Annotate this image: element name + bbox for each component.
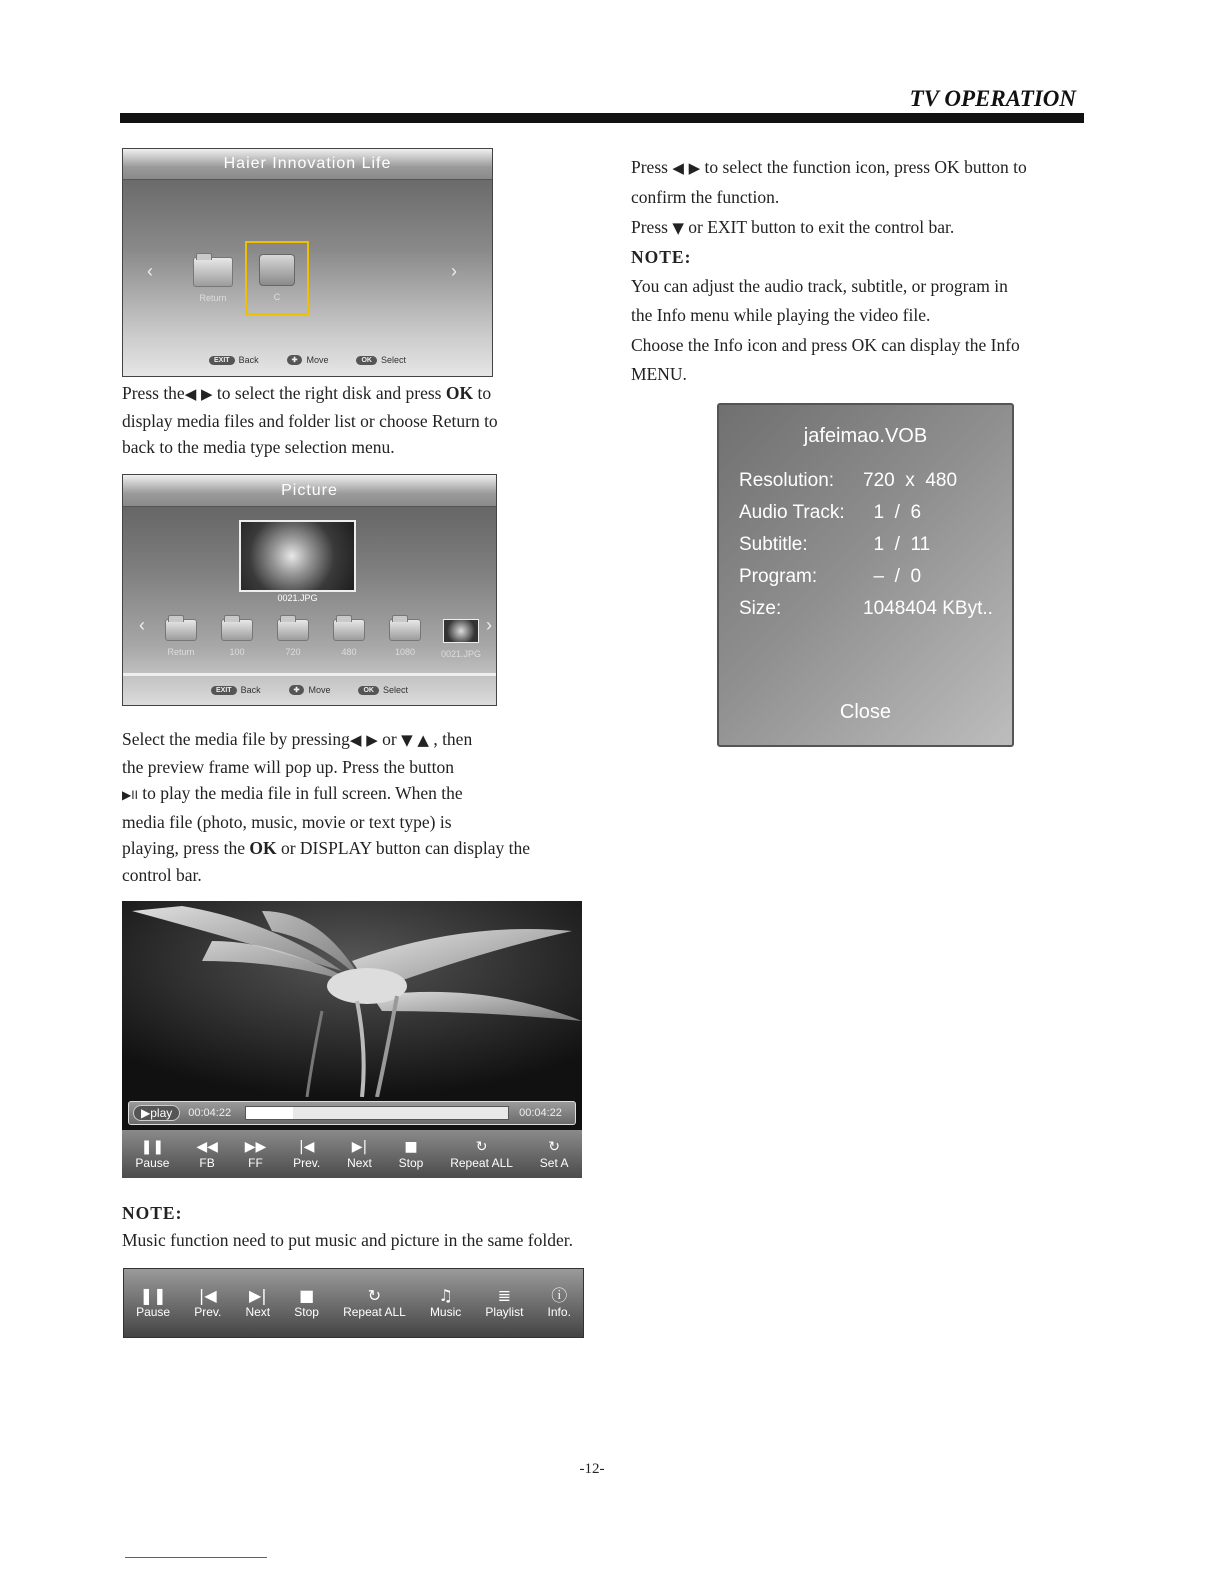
prev-icon: |◀ bbox=[198, 1286, 217, 1305]
control-label: Stop bbox=[294, 1305, 319, 1319]
hint-back bbox=[209, 355, 259, 365]
pause-icon: ❚❚ bbox=[139, 1286, 167, 1305]
ok-key-icon: OK bbox=[358, 686, 379, 695]
info-value: – / 0 bbox=[863, 566, 922, 587]
info-label: Program: bbox=[739, 566, 818, 587]
info-value: 1 / 11 bbox=[863, 534, 931, 555]
disk-item-c[interactable] bbox=[245, 241, 309, 315]
note-text: Music function need to put music and picture in the same folder. bbox=[122, 1229, 574, 1250]
file-item-image[interactable] bbox=[433, 619, 489, 659]
ff-icon: ▶▶ bbox=[244, 1139, 267, 1155]
file-label: 480 bbox=[341, 647, 357, 657]
text: Select the media file by pressing bbox=[122, 729, 350, 749]
control-label: FB bbox=[199, 1156, 215, 1170]
picture-nav-right-icon[interactable]: › bbox=[486, 615, 492, 635]
hint-select bbox=[358, 685, 408, 695]
text: Press bbox=[631, 157, 668, 177]
close-button[interactable]: Close bbox=[839, 701, 892, 723]
hint-label: Back bbox=[240, 685, 261, 695]
return-folder-icon bbox=[193, 257, 233, 287]
right-column-text bbox=[631, 153, 1111, 389]
file-label: 1080 bbox=[394, 647, 416, 657]
ok-text: OK bbox=[445, 383, 474, 403]
file-item-folder[interactable] bbox=[209, 619, 265, 659]
repeat-all-icon: ↻ bbox=[475, 1139, 488, 1155]
info-label: Subtitle: bbox=[739, 534, 808, 555]
note-title: NOTE: bbox=[122, 1203, 183, 1223]
preview-frame bbox=[239, 520, 356, 592]
music-note bbox=[122, 1200, 682, 1253]
folder-icon bbox=[221, 619, 253, 641]
picture-nav-left-icon[interactable]: ‹ bbox=[139, 615, 145, 635]
playlist-icon: ≣ bbox=[497, 1286, 512, 1305]
left-right-arrow-icon: ◀ ▶ bbox=[349, 731, 378, 749]
folder-icon bbox=[389, 619, 421, 641]
music-control-bar bbox=[123, 1268, 584, 1338]
text: or bbox=[382, 729, 397, 749]
file-label: Return bbox=[167, 647, 195, 657]
move-key-icon: ✚ bbox=[289, 685, 305, 695]
ok-key-icon: OK bbox=[356, 356, 377, 365]
music-icon: ♫ bbox=[438, 1286, 453, 1305]
info-row bbox=[739, 561, 1009, 593]
control-label: Prev. bbox=[194, 1305, 222, 1319]
playback-status-bar bbox=[128, 1101, 576, 1125]
control-label: Next bbox=[347, 1156, 372, 1170]
file-label: 720 bbox=[285, 647, 301, 657]
disk-item-label: Return bbox=[199, 293, 227, 303]
info-value: 1048404 KByt.. bbox=[863, 598, 993, 619]
picture-hint-divider bbox=[123, 673, 496, 676]
text: back to the media type selection menu. bbox=[122, 437, 395, 457]
prev-icon: |◀ bbox=[298, 1139, 315, 1155]
text: media file (photo, music, movie or text type) is bbox=[122, 811, 452, 832]
stop-icon: ■ bbox=[404, 1139, 418, 1155]
control-fb-button[interactable] bbox=[196, 1138, 218, 1170]
file-item-return[interactable] bbox=[153, 619, 209, 659]
disk-drive-icon bbox=[259, 254, 295, 286]
progress-fill bbox=[246, 1107, 293, 1119]
info-value: 720 x 480 bbox=[863, 470, 958, 491]
hint-label: Select bbox=[382, 685, 408, 695]
folder-icon bbox=[333, 619, 365, 641]
control-next-button[interactable] bbox=[245, 1287, 270, 1319]
control-music-button[interactable] bbox=[430, 1287, 461, 1319]
text: Choose the Info icon and press OK can display the Info bbox=[631, 334, 1020, 355]
disk-select-screen bbox=[122, 148, 493, 377]
elapsed-time: 00:04:22 bbox=[188, 1107, 232, 1119]
text: Press the bbox=[122, 383, 185, 403]
ok-text: OK bbox=[249, 838, 277, 858]
info-label: Resolution: bbox=[739, 470, 835, 491]
image-thumbnail-icon bbox=[443, 619, 479, 643]
info-label: Size: bbox=[739, 598, 782, 619]
info-filename: jafeimao.VOB bbox=[803, 425, 928, 447]
file-item-folder[interactable] bbox=[377, 619, 433, 659]
control-label: Info. bbox=[547, 1305, 571, 1319]
exit-key-icon: EXIT bbox=[211, 686, 237, 695]
info-value: 1 / 6 bbox=[863, 502, 922, 523]
text: to select the function icon, press OK button to bbox=[704, 157, 1027, 177]
exit-key-icon: EXIT bbox=[209, 356, 235, 365]
hint-label: Move bbox=[308, 685, 331, 695]
disk-screen-title: Haier Innovation Life bbox=[123, 149, 492, 180]
text: or EXIT button to exit the control bar. bbox=[688, 216, 955, 237]
control-label: Set A bbox=[539, 1156, 569, 1170]
set-a-icon: ↻ bbox=[548, 1139, 560, 1155]
text: or DISPLAY button can display the bbox=[280, 838, 530, 858]
control-repeat-all-button[interactable] bbox=[450, 1138, 513, 1170]
text: confirm the function. bbox=[631, 187, 780, 208]
info-row bbox=[739, 593, 1009, 625]
left-right-arrow-icon: ◀ ▶ bbox=[672, 159, 701, 177]
folder-icon bbox=[277, 619, 309, 641]
hint-move bbox=[289, 685, 331, 695]
disk-nav-left-icon[interactable]: ‹ bbox=[147, 261, 153, 281]
info-row bbox=[739, 497, 1009, 529]
flower-photo bbox=[122, 901, 582, 1097]
text: display media files and folder list or choose Return to bbox=[122, 410, 498, 431]
control-playlist-button[interactable] bbox=[485, 1287, 523, 1319]
disk-item-label: C bbox=[273, 292, 281, 302]
control-prev-button[interactable] bbox=[194, 1287, 221, 1319]
control-label: Stop bbox=[398, 1156, 424, 1170]
picture-hint-bar bbox=[123, 685, 496, 695]
play-status-badge: ▶play bbox=[133, 1105, 180, 1121]
repeat-all-icon: ↻ bbox=[367, 1286, 382, 1305]
control-label: FF bbox=[248, 1156, 263, 1170]
pause-icon: ❚❚ bbox=[140, 1139, 165, 1155]
play-pause-icon: ▶II bbox=[122, 788, 138, 802]
control-label: Playlist bbox=[485, 1305, 524, 1319]
next-icon: ▶| bbox=[248, 1286, 267, 1305]
player-screen bbox=[122, 901, 582, 1178]
control-label: Pause bbox=[136, 1305, 171, 1319]
hint-label: Select bbox=[380, 355, 406, 365]
player-control-bar bbox=[122, 1130, 582, 1178]
down-up-arrow-icon: ▼ ▲ bbox=[401, 731, 429, 749]
control-next-button[interactable] bbox=[347, 1138, 372, 1170]
text: the Info menu while playing the video file. bbox=[631, 305, 931, 326]
stop-icon: ■ bbox=[299, 1286, 315, 1305]
text: You can adjust the audio track, subtitle, or program in bbox=[631, 276, 1008, 297]
control-stop-button[interactable] bbox=[399, 1138, 424, 1170]
disk-nav-right-icon[interactable]: › bbox=[451, 261, 457, 281]
disk-item-return[interactable] bbox=[185, 257, 241, 303]
control-label: Repeat ALL bbox=[343, 1305, 406, 1319]
control-set-a-button[interactable] bbox=[540, 1138, 569, 1170]
picture-file-list bbox=[153, 619, 489, 659]
fb-icon: ◀◀ bbox=[196, 1139, 218, 1155]
text: to select the right disk and press bbox=[216, 383, 442, 403]
info-icon: ⓘ bbox=[551, 1286, 568, 1305]
info-row bbox=[739, 529, 1009, 561]
text: MENU. bbox=[631, 364, 687, 385]
disk-instructions bbox=[122, 380, 602, 461]
info-row bbox=[739, 465, 1009, 497]
file-label: 0021.JPG bbox=[440, 649, 482, 659]
page-number: -12- bbox=[579, 1461, 605, 1477]
file-item-folder[interactable] bbox=[321, 619, 377, 659]
control-pause-button[interactable] bbox=[135, 1138, 169, 1170]
header-rule bbox=[120, 113, 1084, 123]
disk-hint-bar bbox=[123, 355, 492, 365]
hint-label: Back bbox=[238, 355, 259, 365]
total-time: 00:04:22 bbox=[519, 1107, 562, 1119]
page-header-title: TV OPERATION bbox=[909, 86, 1076, 111]
picture-browser-screen bbox=[122, 474, 497, 706]
hint-label: Move bbox=[306, 355, 329, 365]
move-key-icon: ✚ bbox=[287, 355, 303, 365]
file-label: 100 bbox=[229, 647, 245, 657]
text: to play the media file in full screen. When the bbox=[142, 783, 463, 803]
control-label: Repeat ALL bbox=[450, 1156, 513, 1170]
info-dialog bbox=[717, 403, 1014, 747]
note-title: NOTE: bbox=[631, 246, 692, 267]
return-folder-icon bbox=[165, 619, 197, 641]
control-label: Pause bbox=[135, 1156, 170, 1170]
control-stop-button[interactable] bbox=[294, 1287, 319, 1319]
text: , then bbox=[433, 729, 473, 749]
text: control bar. bbox=[122, 864, 202, 885]
control-label: Prev. bbox=[293, 1156, 321, 1170]
info-label: Audio Track: bbox=[739, 502, 845, 523]
control-label: Music bbox=[429, 1305, 462, 1319]
text: the preview frame will pop up. Press the button bbox=[122, 756, 454, 777]
control-prev-button[interactable] bbox=[293, 1138, 320, 1170]
info-rows bbox=[739, 465, 1009, 625]
file-item-folder[interactable] bbox=[265, 619, 321, 659]
text: to bbox=[477, 383, 492, 403]
left-right-arrow-icon: ◀ ▶ bbox=[184, 385, 213, 403]
picture-screen-title: Picture bbox=[123, 475, 496, 507]
control-pause-button[interactable] bbox=[136, 1287, 170, 1319]
next-icon: ▶| bbox=[351, 1139, 368, 1155]
progress-track[interactable] bbox=[245, 1106, 509, 1120]
hint-back bbox=[211, 685, 261, 695]
text: Press bbox=[631, 216, 668, 237]
media-select-instructions bbox=[122, 726, 602, 888]
footer-link-line bbox=[125, 1557, 267, 1558]
control-info-button[interactable] bbox=[548, 1287, 571, 1319]
text: playing, press the bbox=[122, 838, 245, 858]
control-repeat-all-button[interactable] bbox=[343, 1287, 406, 1319]
hint-select bbox=[356, 355, 406, 365]
hint-move bbox=[287, 355, 329, 365]
down-arrow-icon: ▼ bbox=[672, 218, 684, 237]
preview-caption: 0021.JPG bbox=[277, 593, 318, 603]
control-label: Next bbox=[245, 1305, 271, 1319]
control-ff-button[interactable] bbox=[245, 1138, 267, 1170]
